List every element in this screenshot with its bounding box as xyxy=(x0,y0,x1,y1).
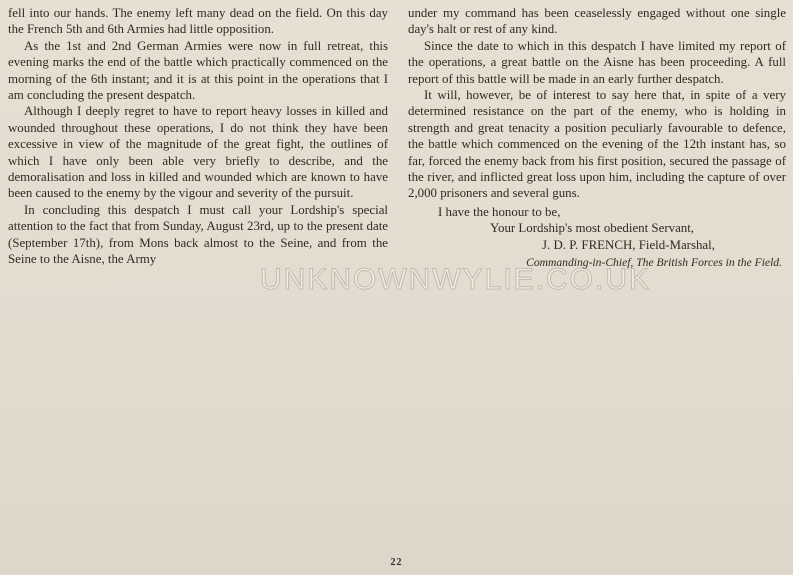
paragraph: Although I deeply regret to have to report heavy losses in killed and wounded throughout these operations, I do not think they have been excessive in view of the magnitude of the great fight, the outlines of which I have only been able very briefly to describe, and the demoralisation and loss in killed and wounded which are known to have been caused to the enemy by the vigour and severity of the pursuit. xyxy=(8,104,388,201)
paragraph: fell into our hands. The enemy left many dead on the field. On this day the French 5th and 6th Armies had little opposition. xyxy=(8,6,388,37)
watermark: UNKNOWNWYLIE.CO.UK xyxy=(260,263,652,296)
paragraph: under my command has been ceaselessly engaged without one single day's halt or rest of any kind. xyxy=(408,6,786,37)
paragraph: Since the date to which in this despatch I have limited my report of the operations, a great battle on the Aisne has been proceeding. A full report of this battle will be made in an early further despatch. xyxy=(408,38,786,86)
paragraph: As the 1st and 2nd German Armies were now in full retreat, this evening marks the end of the battle which practically commenced on the morning of the 6th instant; and it is at this point in the operations that I am concluding the present despatch. xyxy=(8,38,388,103)
right-column xyxy=(408,5,786,272)
paragraph: It will, however, be of interest to say here that, in spite of a very determined resistance on the part of the enemy, who is holding in strength and great tenacity a position peculiarly favourable to defence, the battle which commenced on the evening of the 12th instant has, so far, forced the enemy back from his first position, secured the passage of the river, and inflicted great loss upon him, including the capture of over 2,000 prisoners and several guns. xyxy=(408,88,786,201)
left-column xyxy=(8,5,388,268)
paragraph: In concluding this despatch I must call your Lordship's special attention to the fact that from Sunday, August 23rd, up to the present date (September 17th), from Mons back almost to the Seine, and from the Seine to the Aisne, the Army xyxy=(8,202,388,267)
signature-name: J. D. P. FRENCH, Field-Marshal, xyxy=(542,237,715,252)
closing-honour: I have the honour to be, xyxy=(438,204,561,219)
signature-title: Commanding-in-Chief, The British Forces in the Field. xyxy=(526,256,782,270)
closing-servant: Your Lordship's most obedient Servant, xyxy=(490,221,695,236)
page-number: 22 xyxy=(390,557,403,568)
